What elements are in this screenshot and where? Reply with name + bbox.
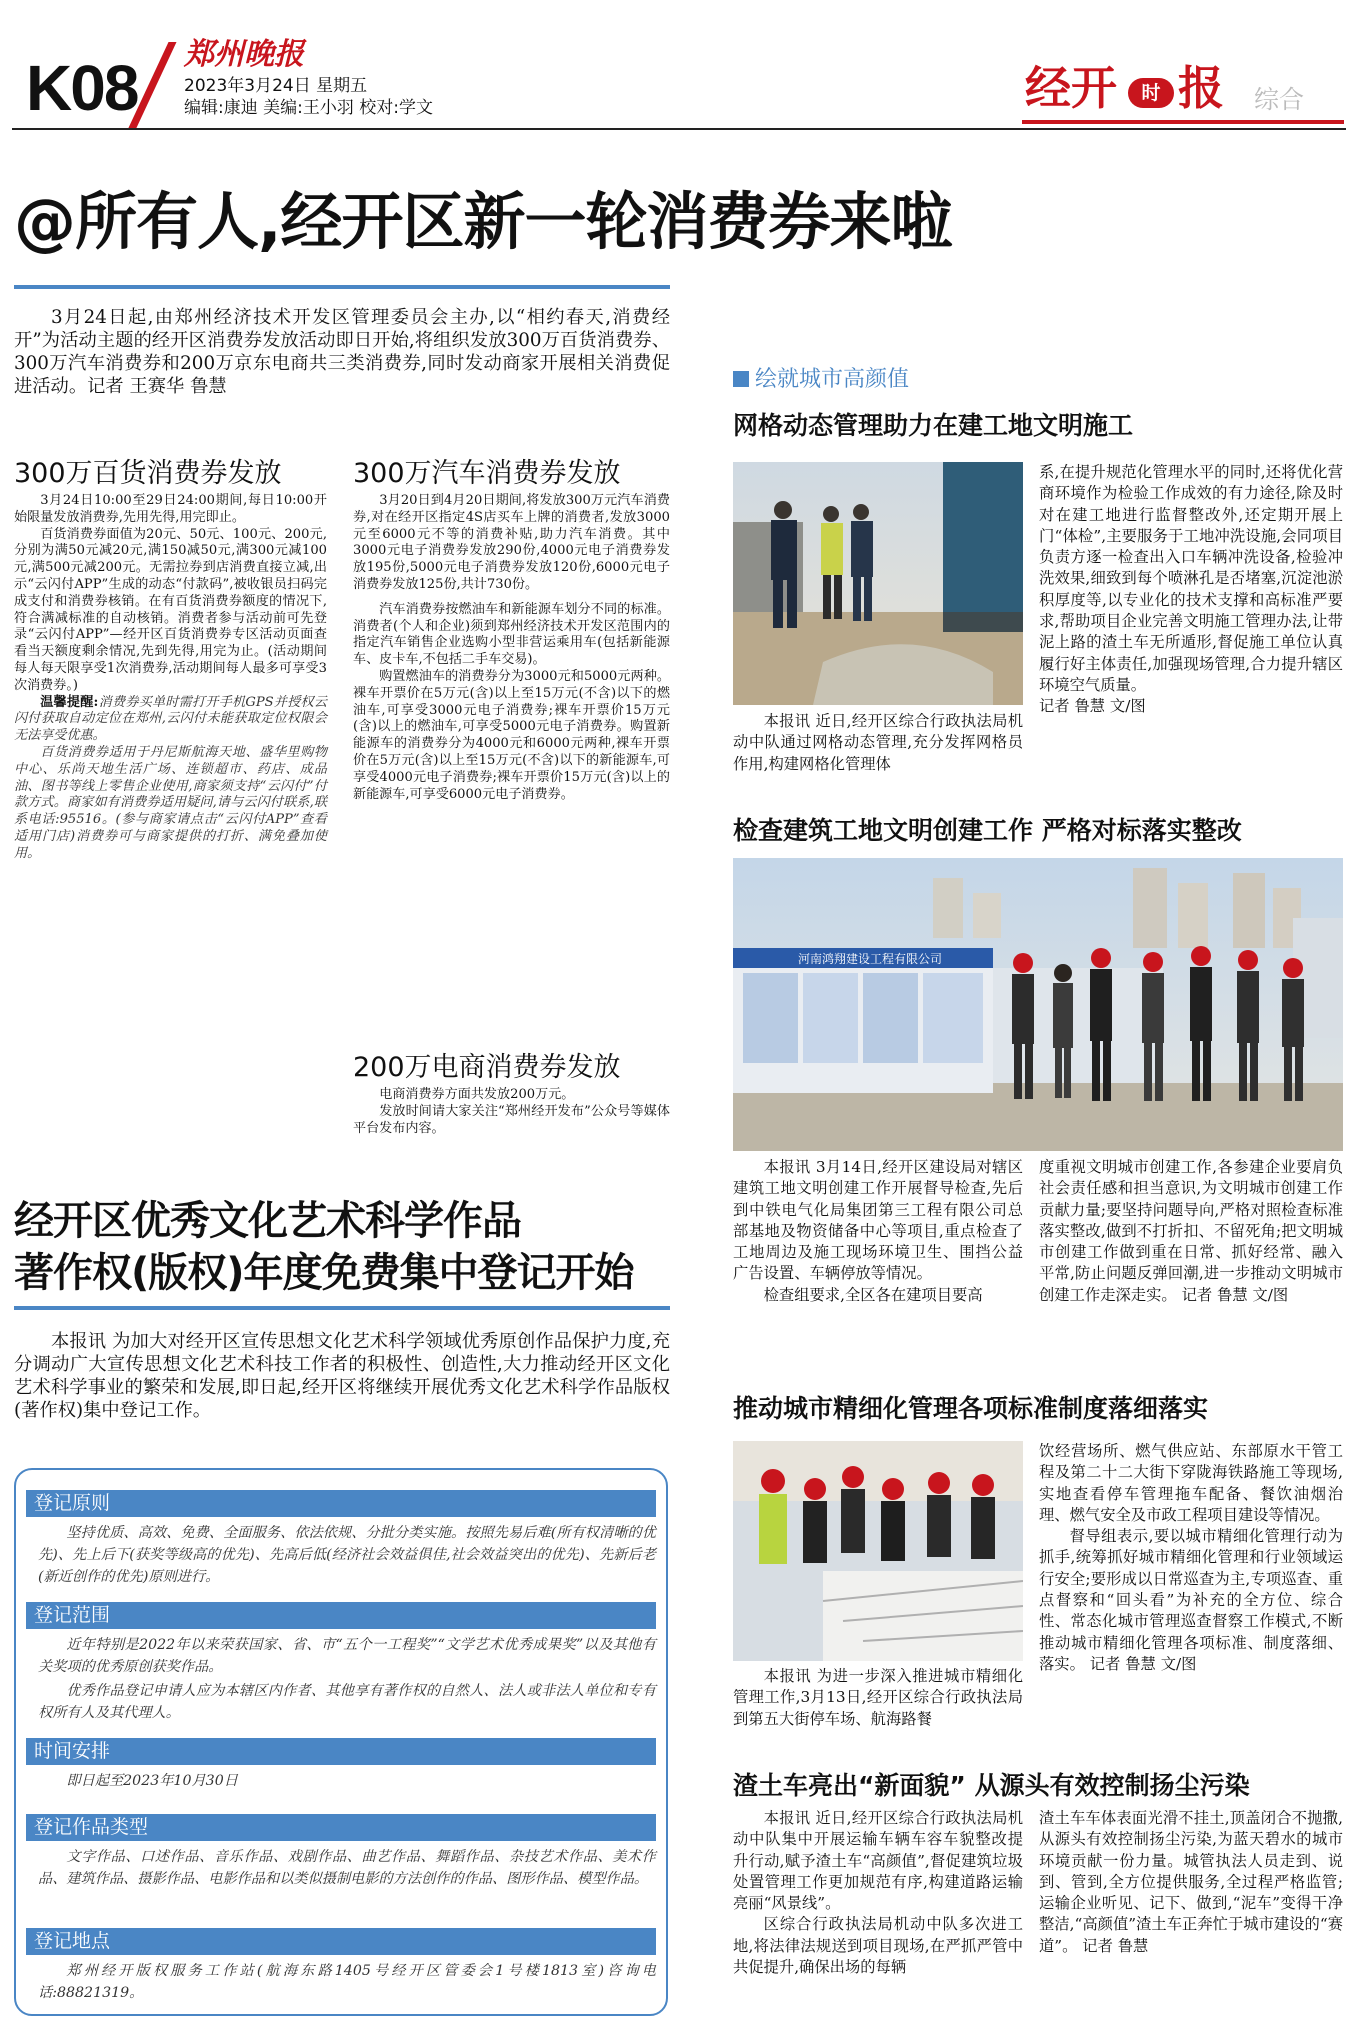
box-label-scope: 登记范围 <box>26 1602 656 1629</box>
byline: 记者 鲁慧 文/图 <box>1181 1285 1289 1304</box>
kicker-square-icon <box>733 371 749 387</box>
main-headline-rule <box>14 285 670 289</box>
section-title-auto: 300万汽车消费券发放 <box>353 458 621 489</box>
paragraph: 百货消费券适用于丹尼斯航海天地、盛华里购物中心、乐尚天地生活广场、连锁超市、药店、成品油、图书等线上零售企业使用,商家须支持“云闪付”付款方式。商家如有消费券适用疑问,请与云闪付联系,联系电话:95516。(参与商家请点击“云闪付APP”查看适用门店)消费券可与商家提供的打折、满免叠加使用。 <box>14 744 327 861</box>
section-ecommerce-body <box>353 1087 670 1137</box>
section-title-department: 300万百货消费券发放 <box>14 458 282 489</box>
box-text-principle: 坚持优质、高效、免费、全面服务、依法依规、分批分类实施。按照先易后难(所有权清晰的优先)、先上后下(获奖等级高的优先)、先高后低(经济社会效益俱佳,社会效益突出的优先)、先新后老(新近创作的优先)原则进行。 <box>38 1525 656 1585</box>
paragraph: 系,在提升规范化管理水平的同时,还将优化营商环境作为检验工作成效的有力途径,除及时对在建工地进行监督整改外,还定期开展上门“体检”,主要服务于工地冲洗设施,会同项目负责方逐一检查出入口车辆冲洗设备,检验冲洗效果,细致到每个喷淋孔是否堵塞,沉淀池淤积厚度等,以专业化的技术支撑和高标准严要求,帮助项目企业完善文明施工管理办法,让带泥上路的渣土车无所遁形,督促施工单位认真履行好主体责任,加强现场管理,合力提升辖区环境空气质量。 <box>1039 463 1343 694</box>
box-text-scope-2: 优秀作品登记申请人应为本辖区内作者、其他享有著作权的自然人、法人或非法人单位和专有权所有人及其代理人。 <box>38 1683 656 1721</box>
grid-article-title: 网格动态管理助力在建工地文明施工 <box>733 411 1134 440</box>
inspection-article-body-left <box>733 1157 1023 1306</box>
paragraph: 本报讯 近日,经开区综合行政执法局机动中队集中开展运输车辆车容车貌整改提升行动,赋予渣土车“高颜值”,督促建筑垃圾处置管理工作更加规范有序,构建道路运输亮丽“风景线”。 <box>733 1809 1023 1913</box>
section-auto-body <box>353 493 670 803</box>
page-number: K08 <box>26 52 138 124</box>
brand-underline <box>1022 120 1344 124</box>
tip-label: 温馨提醒: <box>40 694 99 710</box>
grid-article-photo <box>733 462 1023 705</box>
header-rule <box>12 128 1346 130</box>
inspection-article-title: 检查建筑工地文明创建工作 严格对标落实整改 <box>733 816 1242 845</box>
paragraph: 区综合行政执法局机动中队多次进工地,将法律法规送到项目现场,在严抓严管中共促提升,确保出场的每辆 <box>733 1915 1023 1977</box>
box-label-schedule: 时间安排 <box>26 1738 656 1765</box>
paragraph: 3月24日10:00至29日24:00期间,每日10:00开始限量发放消费券,先用先得,用完即止。 <box>14 493 327 525</box>
box-label-principle: 登记原则 <box>26 1490 656 1517</box>
section-name: 综合 <box>1254 85 1305 114</box>
copyright-headline-line1: 经开区优秀文化艺术科学作品 <box>14 1198 521 1244</box>
paragraph-with-byline <box>1039 1526 1343 1675</box>
construction-photo-2 <box>733 858 1343 1151</box>
inspection-article-photo <box>733 858 1343 1151</box>
main-lead-text: 3月24日起,由郑州经济技术开发区管理委员会主办,以“相约春天,消费经开”为活动主题的经开区消费券发放活动即日开始,将组织发放300万百货消费券、300万汽车消费券和200万京东电商共三类消费券,同时发动商家开展相关消费促进活动。记者 王赛华 鲁慧 <box>14 307 670 397</box>
copyright-lead <box>14 1330 670 1422</box>
refined-management-photo <box>733 1441 1023 1661</box>
main-headline: @所有人,经开区新一轮消费券来啦 <box>14 185 952 258</box>
paragraph: 发放时间请大家关注“郑州经开发布”公众号等媒体平台发布内容。 <box>353 1103 670 1136</box>
site-sign-text: 河南鸿翔建设工程有限公司 <box>798 952 943 966</box>
box-text-location: 郑州经开版权服务工作站(航海东路1405号经开区管委会1号楼1813室)咨询电话:88821319。 <box>38 1963 656 2001</box>
paragraph: 本报讯 3月14日,经开区建设局对辖区建筑工地文明创建工作开展督导检查,先后到中铁电气化局集团第三工程有限公司总部基地及物资储备中心等项目,重点检查了工地周边及施工现场环境卫生、围挡公益广告设置、车辆停放等情况。 <box>733 1158 1023 1283</box>
construction-photo-3 <box>733 1441 1023 1661</box>
refined-management-body-right <box>1039 1441 1343 1675</box>
copyright-headline <box>14 1195 694 1299</box>
tip-text: 消费券买单时需打开手机GPS并授权云闪付获取自动定位在郑州,云闪付未能获取定位权限会无法享受优惠。 <box>14 694 327 744</box>
brand-name-b: 报 <box>1178 61 1224 115</box>
grid-article-body-right <box>1039 462 1343 718</box>
muck-truck-title: 渣土车亮出“新面貌” 从源头有效控制扬尘污染 <box>733 1771 1250 1800</box>
paragraph: 检查组要求,全区各在建项目要高 <box>763 1285 983 1304</box>
paragraph: 饮经营场所、燃气供应站、东部原水干管工程及第二十二大街下穿陇海铁路施工等现场,实地查看停车管理拖车配备、餐饮油烟治理、燃气安全及市政工程项目建设等情况。 <box>1039 1442 1343 1524</box>
main-lead <box>14 306 670 398</box>
brand-badge: 时 <box>1128 78 1174 108</box>
copyright-headline-line2: 著作权(版权)年度免费集中登记开始 <box>14 1250 634 1296</box>
construction-photo-1 <box>733 462 1023 705</box>
box-text-types: 文字作品、口述作品、音乐作品、戏剧作品、曲艺作品、舞蹈作品、杂技艺术作品、美术作品、建筑作品、摄影作品、电影作品和以类似摄制电影的方法创作的作品、图形作品、模型作品。 <box>38 1849 656 1887</box>
refined-management-title: 推动城市精细化管理各项标准制度落细落实 <box>733 1394 1209 1423</box>
paragraph: 电商消费券方面共发放200万元。 <box>379 1087 575 1102</box>
kicker-text: 绘就城市高颜值 <box>755 367 910 392</box>
paragraph: 购置燃油车的消费券分为3000元和5000元两种。裸车开票价在5万元(含)以上至15万元(不含)以下的燃油车,可享受3000元电子消费券;裸车开票价15万元(含)以上的燃油车,可享受5000元电子消费券。购置新能源车的消费券分为4000元和6000元两种,裸车开票价在5万元(含)以上至15万元(不含)以下的新能源车,可享受4000元电子消费券;裸车开票价15万元(含)以上的新能源车,可享受6000元电子消费券。 <box>353 668 670 802</box>
paragraph: 3月20日到4月20日期间,将发放300万元汽车消费券,对在经开区指定4S店买车上牌的消费者,发放3000元至6000元不等的消费补贴,助力汽车消费。其中3000元电子消费券发放290份,4000元电子消费券发放195份,5000元电子消费券发放120份,6000元电子消费券发放125份,共计730份。 <box>353 493 670 592</box>
tip-paragraph <box>14 695 327 745</box>
paragraph: 汽车消费券按燃油车和新能源车划分不同的标准。消费者(个人和企业)须到郑州经济技术开发区范围内的指定汽车销售企业选购小型非营运乘用车(包括新能源车、皮卡车,不包括二手车交易)。 <box>353 601 670 668</box>
registration-info-box <box>14 1468 668 2016</box>
paragraph: 度重视文明城市创建工作,各参建企业要肩负社会责任感和担当意识,为文明城市创建工作贡献力量;要坚持问题导向,严格对照检查标准落实整改,做到不打折扣、不留死角;把文明城市创建工作做到重在日常、抓好经常、融入平常,防止问题反弹回潮,进一步推动文明城市创建工作走深走实。 <box>1039 1158 1343 1304</box>
byline: 记者 鲁慧 文/图 <box>1039 697 1146 716</box>
box-text-schedule: 即日起至2023年10月30日 <box>66 1773 238 1789</box>
box-label-types: 登记作品类型 <box>26 1814 656 1841</box>
box-text-scope: 近年特别是2022年以来荣获国家、省、市“五个一工程奖”“文学艺术优秀成果奖”以及其他有关奖项的优秀原创获奖作品。 <box>38 1637 656 1675</box>
paragraph: 渣土车车体表面光滑不挂土,顶盖闭合不抛撒,从源头有效控制扬尘污染,为蓝天碧水的城市环境贡献一份力量。城管执法人员走到、说到、管到,全方位提供服务,全过程严格监管;运输企业听见、记下、做到,“泥车”变得干净整洁,“高颜值”渣土车正奔忙于城市建设的“赛道”。 <box>1039 1809 1343 1955</box>
box-label-location: 登记地点 <box>26 1928 656 1955</box>
section-department-body <box>14 493 327 863</box>
copyright-lead-text: 本报讯 为加大对经开区宣传思想文化艺术科学领域优秀原创作品保护力度,充分调动广大宣传思想文化艺术科技工作者的积极性、创造性,大力推动经开区文化艺术科学事业的繁荣和发展,即日起,经开区将继续开展优秀文化艺术科学作品版权(著作权)集中登记工作。 <box>14 1331 670 1421</box>
byline: 记者 鲁慧 <box>1082 1936 1149 1955</box>
muck-truck-body-left <box>733 1808 1023 1978</box>
paragraph: 督导组表示,要以城市精细化管理行动为抓手,统筹抓好城市精细化管理和行业领域运行安全;要形成以日常巡查为主,专项巡查、重点督察和“回头看”为补充的全方位、综合性、常态化城市管理巡查督察工作模式,不断推动城市精细化管理各项标准、制度落细、落实。 <box>1039 1527 1343 1673</box>
inspection-article-body-right <box>1039 1157 1343 1306</box>
section-title-ecommerce: 200万电商消费券发放 <box>353 1052 621 1083</box>
refined-management-body-left: 本报讯 为进一步深入推进城市精细化管理工作,3月13日,经开区综合行政执法局到第五大街停车场、航海路餐 <box>733 1667 1023 1728</box>
muck-truck-body-right <box>1039 1808 1343 1957</box>
grid-article-body-left: 本报讯 近日,经开区综合行政执法局机动中队通过网格动态管理,充分发挥网格员作用,构建网格化管理体 <box>733 712 1023 773</box>
issue-date: 2023年3月24日 星期五 <box>184 76 368 96</box>
editors-line: 编辑:康迪 美编:王小羽 校对:学文 <box>184 98 433 118</box>
copyright-headline-rule <box>14 1306 670 1310</box>
brand-name-a: 经开 <box>1025 61 1117 115</box>
paragraph: 百货消费券面值为20元、50元、100元、200元,分别为满50元减20元,满150减50元,满300元减100元,满500元减200元。无需拉券到店消费直接立减,出示“云闪付APP”生成的动态“付款码”,被收银员扫码完成支付和消费券核销。在有百货消费券额度的情况下,符合满减标准的自动核销。消费者参与活动前可先登录“云闪付APP”—经开区百货消费券专区活动页面查看当天额度剩余情况,先到先得,用完为止。(活动期间每人每天限享受1次消费券,活动期间每人最多可享受3次消费券。) <box>14 526 327 693</box>
paper-name: 郑州晚报 <box>184 37 304 72</box>
byline: 记者 鲁慧 文/图 <box>1089 1654 1197 1673</box>
